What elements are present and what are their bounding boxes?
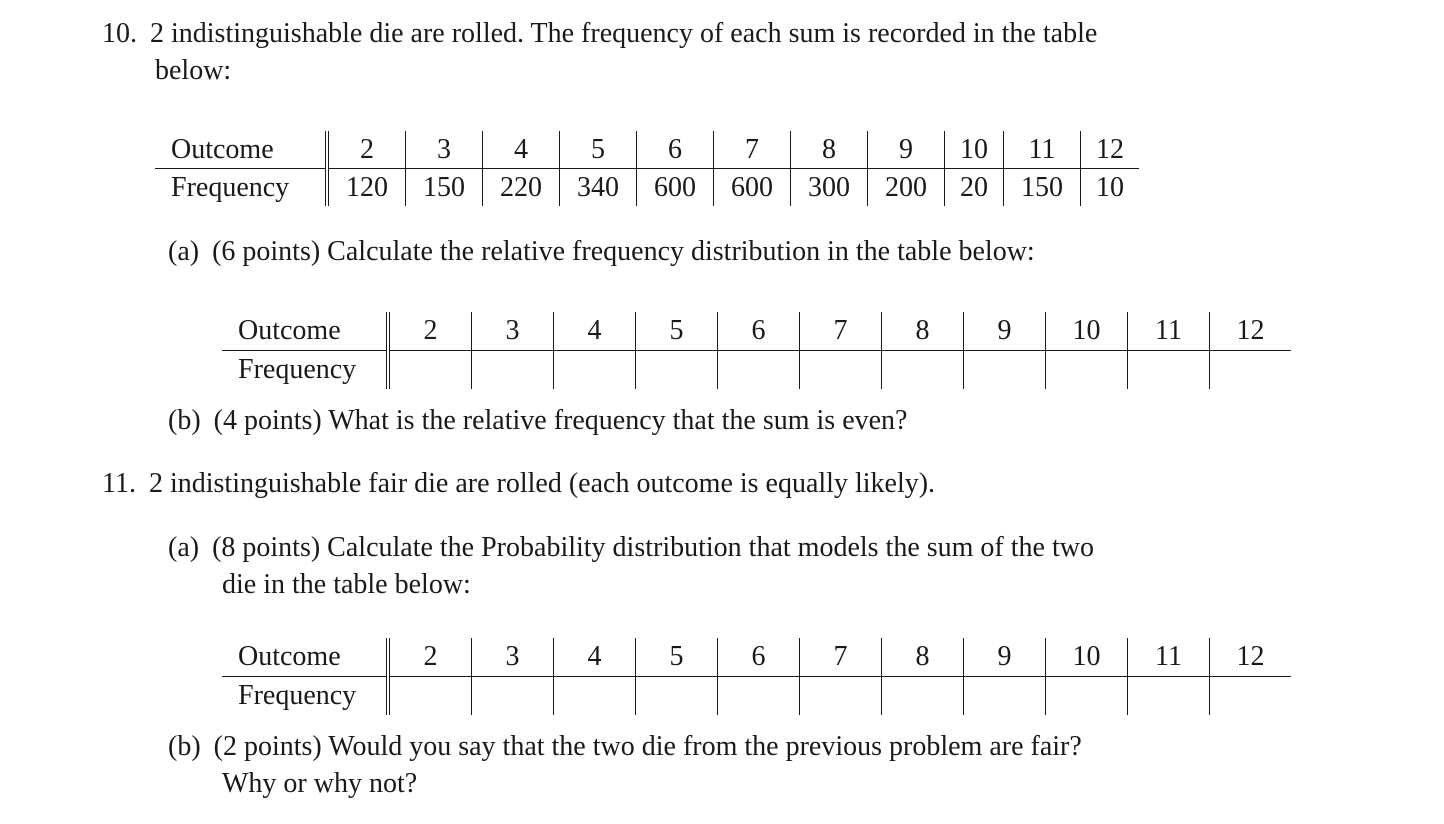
question-11b-label: (b)	[168, 731, 201, 762]
frequency-table	[155, 131, 1139, 206]
frequency-cell: 120	[346, 171, 388, 203]
frequency-cell: 300	[791, 169, 868, 207]
outcome-cell: 4	[483, 131, 560, 169]
row-label-frequency: Frequency	[155, 169, 327, 207]
answer-cell[interactable]	[636, 677, 718, 716]
outcome-cell: 4	[554, 312, 636, 351]
row-label-outcome: Outcome	[222, 312, 388, 351]
question-11b-text-line1: (2 points) Would you say that the two die from the previous problem are fair?	[213, 731, 1082, 762]
frequency-cell: 150	[1004, 169, 1081, 207]
table-row-frequency	[155, 169, 1139, 207]
row-label-frequency: Frequency	[222, 677, 388, 716]
question-10b-label: (b)	[168, 405, 201, 436]
answer-cell[interactable]	[554, 677, 636, 716]
outcome-cell: 7	[800, 638, 882, 677]
answer-cell[interactable]	[964, 351, 1046, 390]
outcome-cell: 8	[882, 312, 964, 351]
outcome-cell: 11	[1128, 638, 1210, 677]
question-10a	[168, 234, 1035, 270]
relative-frequency-table	[222, 312, 1291, 389]
question-11-text: 2 indistinguishable fair die are rolled (each outcome is equally likely).	[148, 468, 936, 499]
row-label-outcome: Outcome	[222, 638, 388, 677]
outcome-cell: 2	[388, 638, 472, 677]
question-10a-text: (6 points) Calculate the relative frequency distribution in the table below:	[212, 236, 1035, 267]
table-row-frequency	[222, 677, 1291, 716]
outcome-cell: 7	[800, 312, 882, 351]
outcome-cell: 4	[554, 638, 636, 677]
question-10-text-line1: 2 indistinguishable die are rolled. The frequency of each sum is recorded in the table	[150, 18, 1098, 49]
outcome-cell: 8	[791, 131, 868, 169]
outcome-cell: 6	[637, 131, 714, 169]
question-10-text-line2: below:	[155, 55, 232, 86]
frequency-cell: 600	[637, 169, 714, 207]
frequency-cell: 600	[714, 169, 791, 207]
answer-cell[interactable]	[882, 677, 964, 716]
outcome-cell: 8	[882, 638, 964, 677]
outcome-cell: 11	[1128, 312, 1210, 351]
probability-distribution-table	[222, 638, 1291, 715]
answer-cell[interactable]	[1128, 351, 1210, 390]
outcome-cell: 7	[714, 131, 791, 169]
outcome-cell: 10	[945, 131, 1004, 169]
question-10a-label: (a)	[168, 236, 200, 267]
question-11b-text-line2: Why or why not?	[222, 768, 418, 799]
answer-cell[interactable]	[1210, 677, 1292, 716]
outcome-cell: 11	[1004, 131, 1081, 169]
question-10b-text: (4 points) What is the relative frequency that the sum is even?	[213, 405, 908, 436]
outcome-cell: 10	[1046, 638, 1128, 677]
table-row-outcome	[222, 638, 1291, 677]
answer-cell[interactable]	[388, 351, 472, 390]
question-11a-text-line1: (8 points) Calculate the Probability distribution that models the sum of the two	[212, 532, 1094, 563]
outcome-cell: 3	[472, 638, 554, 677]
question-10b	[168, 403, 907, 439]
answer-cell[interactable]	[800, 351, 882, 390]
row-label-frequency: Frequency	[222, 351, 388, 390]
question-11b	[168, 729, 1082, 765]
question-10-stem	[102, 16, 1097, 52]
answer-cell[interactable]	[718, 677, 800, 716]
answer-cell[interactable]	[472, 677, 554, 716]
answer-cell[interactable]	[1046, 677, 1128, 716]
outcome-cell: 9	[964, 312, 1046, 351]
outcome-cell: 12	[1210, 638, 1292, 677]
frequency-cell: 220	[483, 169, 560, 207]
outcome-cell: 5	[636, 638, 718, 677]
question-11a-label: (a)	[168, 532, 200, 563]
answer-cell[interactable]	[472, 351, 554, 390]
outcome-cell: 3	[406, 131, 483, 169]
answer-cell[interactable]	[554, 351, 636, 390]
row-label-outcome: Outcome	[155, 131, 327, 169]
answer-cell[interactable]	[964, 677, 1046, 716]
outcome-cell: 9	[868, 131, 945, 169]
question-11a	[168, 530, 1094, 566]
question-11-number: 11.	[102, 468, 136, 499]
answer-cell[interactable]	[800, 677, 882, 716]
frequency-cell: 20	[945, 169, 1004, 207]
frequency-cell: 340	[560, 169, 637, 207]
outcome-cell: 5	[636, 312, 718, 351]
answer-cell[interactable]	[388, 677, 472, 716]
answer-cell[interactable]	[718, 351, 800, 390]
outcome-cell: 12	[1081, 131, 1140, 169]
outcome-cell: 9	[964, 638, 1046, 677]
outcome-cell: 2	[327, 131, 406, 169]
table-row-outcome	[222, 312, 1291, 351]
outcome-cell: 3	[472, 312, 554, 351]
question-10-number: 10.	[102, 18, 137, 49]
outcome-cell: 10	[1046, 312, 1128, 351]
answer-cell[interactable]	[1046, 351, 1128, 390]
answer-cell[interactable]	[636, 351, 718, 390]
outcome-cell: 6	[718, 312, 800, 351]
frequency-cell: 150	[406, 169, 483, 207]
outcome-cell: 12	[1210, 312, 1292, 351]
frequency-cell: 10	[1081, 169, 1140, 207]
answer-cell[interactable]	[1210, 351, 1292, 390]
question-11a-text-line2: die in the table below:	[222, 569, 471, 600]
answer-cell[interactable]	[1128, 677, 1210, 716]
question-11-stem	[102, 466, 935, 502]
frequency-cell: 200	[868, 169, 945, 207]
table-row-outcome	[155, 131, 1139, 169]
table-row-frequency	[222, 351, 1291, 390]
answer-cell[interactable]	[882, 351, 964, 390]
outcome-cell: 5	[560, 131, 637, 169]
outcome-cell: 6	[718, 638, 800, 677]
outcome-cell: 2	[388, 312, 472, 351]
